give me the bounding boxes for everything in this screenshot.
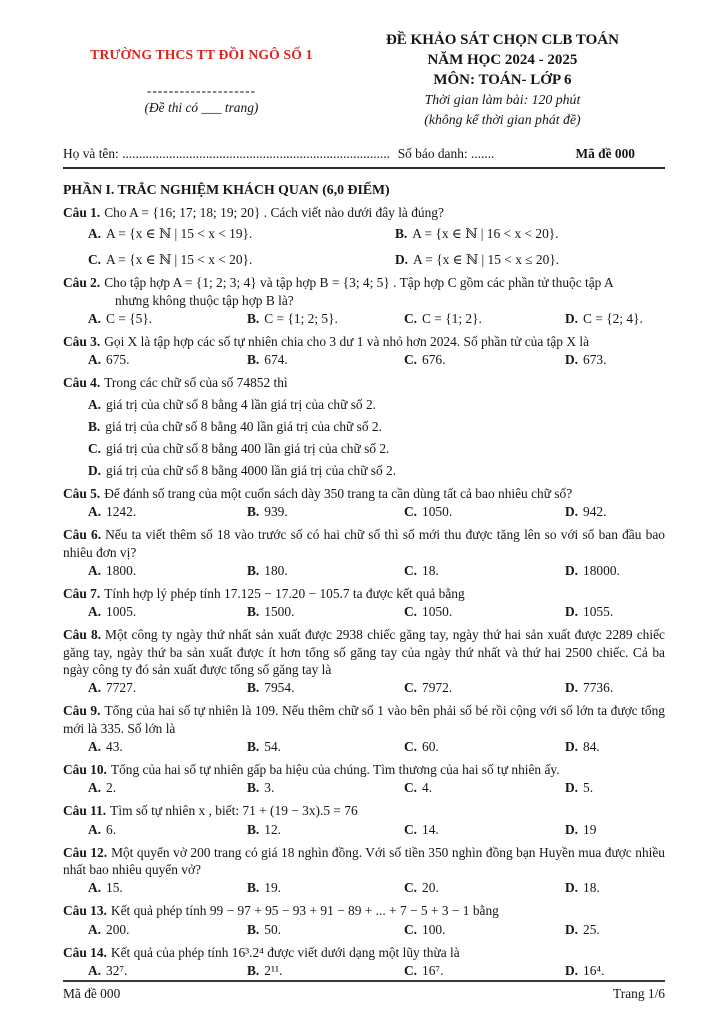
option-label: C. — [404, 562, 418, 578]
option-text: 200. — [106, 921, 130, 937]
option-b — [247, 821, 404, 838]
question-3 — [63, 333, 665, 369]
question-12 — [63, 844, 665, 897]
option-c — [404, 562, 565, 579]
question-text — [63, 526, 665, 561]
divider-dashes: -------------------- — [146, 83, 257, 98]
question-body: Một công ty ngày thứ nhất sản xuất được 2938 chiếc găng tay, ngày thứ hai sản xuất được 2289 chiếc găng tay, ngày thứ ba sản xuất được ít hơn tổng số găng tay của ngày thứ nhất và thứ hai 2500 chiếc. Cả ba ngày công ty đó sản xuất được tổng số găng tay là — [63, 627, 665, 677]
option-text: 100. — [422, 921, 446, 937]
option-c — [404, 679, 565, 696]
option-label: A. — [88, 397, 102, 413]
option-d — [565, 962, 665, 979]
question-label: Câu 11. — [63, 803, 107, 819]
question-10 — [63, 761, 665, 797]
option-d — [565, 779, 665, 796]
option-text: giá trị của chữ số 8 bằng 400 lần giá trị của chữ số 2. — [106, 440, 390, 456]
option-b — [247, 562, 404, 579]
option-text: 32⁷. — [106, 963, 128, 979]
option-a — [88, 225, 395, 242]
option-text: 1050. — [422, 504, 453, 520]
option-label: A. — [88, 921, 102, 937]
exam-code-badge: Mã đề 000 — [575, 146, 635, 161]
question-options — [63, 503, 665, 520]
option-a — [88, 779, 247, 796]
option-label: D. — [565, 921, 579, 937]
option-text: 2¹¹. — [264, 963, 283, 979]
option-text: giá trị của chữ số 8 bằng 40 lần giá trị của chữ số 2. — [105, 419, 382, 435]
question-text — [63, 761, 665, 778]
question-text — [63, 802, 665, 819]
option-label: C. — [404, 311, 418, 327]
option-text: 19 — [583, 821, 597, 837]
option-label: A. — [88, 780, 102, 796]
question-body: Kết quả phép tính 99 − 97 + 95 − 93 + 91 − 89 + ... + 7 − 5 + 3 − 1 bằng — [110, 903, 499, 919]
question-label: Câu 1. — [63, 204, 101, 220]
option-a — [88, 351, 247, 368]
footer-exam-code: Mã đề 000 — [63, 986, 121, 1001]
option-label: C. — [404, 963, 418, 979]
option-text: 25. — [583, 921, 600, 937]
option-text: A = {x ∈ ℕ | 16 < x < 20}. — [412, 225, 559, 241]
option-b — [247, 679, 404, 696]
option-label: A. — [88, 739, 102, 755]
option-d — [565, 738, 665, 755]
question-body: Tổng của hai số tự nhiên là 109. Nếu thêm chữ số 1 vào bên phải số bé rồi cộng với số lớn ta được tổng mới là 335. Số lớn là — [63, 703, 665, 736]
option-text: 12. — [264, 821, 282, 837]
option-text: C = {5}. — [106, 311, 153, 327]
option-label: C. — [404, 352, 418, 368]
option-b — [247, 779, 404, 796]
option-label: D. — [565, 352, 579, 368]
option-d — [565, 679, 665, 696]
option-c — [404, 503, 565, 520]
question-options — [63, 603, 665, 620]
option-d — [565, 310, 665, 327]
option-text: 180. — [264, 562, 288, 578]
option-label: D. — [565, 311, 579, 327]
question-label: Câu 10. — [63, 761, 107, 777]
option-text: 942. — [583, 504, 607, 520]
option-c — [88, 440, 665, 457]
question-text — [63, 844, 665, 879]
section-title: PHẦN I. TRẮC NGHIỆM KHÁCH QUAN (6,0 ĐIỂM) — [63, 182, 390, 197]
question-body: Tìm số tự nhiên x , biết: 71 + (19 − 3x).5 = 76 — [110, 803, 358, 819]
option-label: C. — [404, 604, 418, 620]
question-label: Câu 13. — [63, 903, 107, 919]
option-text: 16⁴. — [583, 963, 605, 979]
option-text: giá trị của chữ số 8 bằng 4 lần giá trị của chữ số 2. — [106, 397, 377, 413]
question-label: Câu 3. — [63, 333, 101, 349]
option-text: 18. — [583, 880, 600, 896]
question-1 — [63, 204, 665, 269]
option-label: D. — [88, 462, 102, 478]
option-label: C. — [404, 680, 418, 696]
option-a — [88, 962, 247, 979]
option-label: D. — [565, 680, 579, 696]
option-text: 16⁷. — [422, 963, 444, 979]
exam-duration: Thời gian làm bài: 120 phút — [424, 92, 581, 107]
option-text: C = {2; 4}. — [583, 311, 643, 327]
question-7 — [63, 585, 665, 621]
option-c — [404, 879, 565, 896]
question-text — [63, 204, 665, 221]
option-c — [88, 251, 395, 268]
option-a — [88, 879, 247, 896]
footer-page-number: Trang 1/6 — [613, 986, 665, 1001]
option-label: D. — [395, 252, 409, 268]
question-body: Gọi X là tập hợp các số tự nhiên chia cho 3 dư 1 và nhỏ hơn 2024. Số phần tử của tập X là — [104, 333, 590, 349]
option-text: 1500. — [264, 604, 295, 620]
option-text: 20. — [422, 880, 439, 896]
duration-note: (không kể thời gian phát đề) — [424, 112, 581, 127]
option-label: D. — [565, 739, 579, 755]
question-4 — [63, 374, 665, 479]
option-b — [247, 310, 404, 327]
question-label: Câu 12. — [63, 844, 108, 860]
option-text: 4. — [422, 780, 433, 796]
option-label: D. — [565, 504, 579, 520]
question-text — [63, 333, 665, 350]
option-b — [395, 225, 665, 242]
option-b — [247, 503, 404, 520]
question-options — [63, 310, 665, 327]
option-label: B. — [247, 504, 260, 520]
option-text: 7727. — [106, 680, 137, 696]
option-label: B. — [247, 604, 260, 620]
option-label: C. — [404, 921, 418, 937]
exam-title: ĐỀ KHẢO SÁT CHỌN CLB TOÁN — [385, 32, 619, 48]
question-label: Câu 4. — [63, 375, 101, 391]
question-text — [63, 374, 665, 391]
option-d — [395, 251, 665, 268]
question-body: Tính hợp lý phép tính 17.125 − 17.20 − 105.7 ta được kết quả bằng — [104, 585, 465, 601]
option-c — [404, 603, 565, 620]
option-c — [404, 962, 565, 979]
option-label: C. — [88, 440, 102, 456]
option-label: B. — [247, 352, 260, 368]
registration-number-field: Số báo danh: ....... — [397, 146, 495, 161]
option-d — [565, 879, 665, 896]
option-text: 14. — [422, 821, 439, 837]
option-a — [88, 603, 247, 620]
option-text: 50. — [264, 921, 282, 937]
option-text: 43. — [106, 739, 123, 755]
option-d — [88, 462, 665, 479]
option-label: D. — [565, 780, 579, 796]
question-body: Một quyển vở 200 trang có giá 18 nghìn đồng. Với số tiền 350 nghìn đồng bạn Huyền mua được nhiều nhất bao nhiêu quyển vở? — [63, 844, 665, 877]
option-text: 1050. — [422, 604, 453, 620]
option-text: 1242. — [106, 504, 137, 520]
option-label: A. — [88, 225, 102, 241]
option-label: B. — [247, 739, 260, 755]
question-label: Câu 2. — [63, 275, 101, 291]
option-text: 675. — [106, 352, 130, 368]
option-a — [88, 921, 247, 938]
option-label: B. — [247, 880, 260, 896]
option-label: A. — [88, 352, 102, 368]
option-label: A. — [88, 504, 102, 520]
option-c — [404, 821, 565, 838]
question-body: Cho A = {16; 17; 18; 19; 20} . Cách viết nào dưới đây là đúng? — [104, 204, 444, 220]
option-label: D. — [565, 821, 579, 837]
option-text: 6. — [106, 821, 117, 837]
question-options — [63, 821, 665, 838]
option-text: A = {x ∈ ℕ | 15 < x < 19}. — [106, 225, 253, 241]
question-text — [63, 944, 665, 961]
option-a — [88, 562, 247, 579]
question-text — [63, 485, 665, 502]
option-text: C = {1; 2}. — [422, 311, 482, 327]
option-text: 5. — [583, 780, 594, 796]
option-b — [88, 418, 665, 435]
option-label: B. — [247, 311, 260, 327]
question-options — [63, 351, 665, 368]
option-d — [565, 921, 665, 938]
question-2 — [63, 274, 665, 327]
question-8 — [63, 626, 665, 697]
option-c — [404, 351, 565, 368]
option-text: 19. — [264, 880, 282, 896]
question-options — [63, 562, 665, 579]
option-d — [565, 821, 665, 838]
question-body: Trong các chữ số của số 74852 thì — [104, 375, 288, 391]
question-body: Cho tập hợp A = {1; 2; 3; 4} và tập hợp B = {3; 4; 5} . Tập hợp C gồm các phần tử thuộc tập A — [104, 275, 614, 291]
option-a — [88, 503, 247, 520]
option-text: 7972. — [422, 680, 453, 696]
question-text — [63, 902, 665, 919]
option-label: B. — [247, 780, 260, 796]
candidate-name-field: Họ và tên: ................................................................................ — [63, 146, 390, 161]
question-options — [63, 921, 665, 938]
option-label: C. — [404, 780, 418, 796]
option-d — [565, 351, 665, 368]
option-text: 7736. — [583, 680, 614, 696]
subject-grade: MÔN: TOÁN- LỚP 6 — [433, 72, 572, 88]
question-text — [63, 585, 665, 602]
question-label: Câu 5. — [63, 485, 101, 501]
option-label: D. — [565, 604, 579, 620]
option-label: B. — [247, 963, 260, 979]
question-body: Kết quả của phép tính 16³.2⁴ được viết dưới dạng một lũy thừa là — [110, 944, 460, 960]
option-a — [88, 396, 665, 413]
question-14 — [63, 944, 665, 980]
option-text: 60. — [422, 739, 439, 755]
question-label: Câu 7. — [63, 585, 101, 601]
question-text — [63, 702, 665, 737]
candidate-info-row — [63, 146, 665, 169]
option-text: 674. — [264, 352, 288, 368]
option-label: C. — [88, 252, 102, 268]
option-label: C. — [404, 504, 418, 520]
option-label: B. — [247, 680, 260, 696]
option-label: A. — [88, 963, 102, 979]
exam-header — [63, 30, 665, 130]
option-b — [247, 879, 404, 896]
question-label: Câu 8. — [63, 627, 102, 643]
question-options — [63, 962, 665, 979]
option-text: 1005. — [106, 604, 137, 620]
option-label: D. — [565, 562, 579, 578]
option-label: C. — [404, 739, 418, 755]
question-body: Nếu ta viết thêm số 18 vào trước số có hai chữ số thì số mới thu được tăng lên so với số ban đầu bao nhiêu đơn vị? — [63, 527, 665, 560]
option-text: 1800. — [106, 562, 137, 578]
page-footer — [63, 980, 665, 1002]
question-body: Tổng của hai số tự nhiên gấp ba hiệu của chúng. Tìm thương của hai số tự nhiên ấy. — [110, 761, 560, 777]
school-year: NĂM HỌC 2024 - 2025 — [427, 52, 578, 68]
question-13 — [63, 902, 665, 938]
option-c — [404, 779, 565, 796]
option-a — [88, 821, 247, 838]
question-label: Câu 9. — [63, 703, 101, 719]
header-left-block — [63, 30, 340, 130]
option-label: A. — [88, 562, 102, 578]
option-d — [565, 503, 665, 520]
option-text: 84. — [583, 739, 600, 755]
option-label: B. — [247, 821, 260, 837]
option-label: C. — [404, 821, 418, 837]
option-a — [88, 310, 247, 327]
question-text — [63, 626, 665, 678]
option-text: 673. — [583, 352, 607, 368]
question-body: Để đánh số trang của một cuốn sách dày 350 trang ta cần dùng tất cả bao nhiêu chữ số? — [104, 485, 573, 501]
question-options — [63, 679, 665, 696]
option-label: A. — [88, 311, 102, 327]
option-text: 1055. — [583, 604, 614, 620]
question-text-line2: nhưng không thuộc tập hợp B là? — [115, 292, 294, 308]
option-b — [247, 921, 404, 938]
option-text: 18. — [422, 562, 439, 578]
question-options — [63, 779, 665, 796]
question-options — [63, 738, 665, 755]
option-text: giá trị của chữ số 8 bằng 4000 lần giá trị của chữ số 2. — [106, 462, 397, 478]
option-text: 3. — [264, 780, 275, 796]
option-label: A. — [88, 680, 102, 696]
option-label: A. — [88, 604, 102, 620]
option-label: D. — [565, 880, 579, 896]
option-label: B. — [247, 921, 260, 937]
option-text: 676. — [422, 352, 446, 368]
option-c — [404, 738, 565, 755]
question-6 — [63, 526, 665, 579]
question-options — [63, 879, 665, 896]
option-text: 54. — [264, 739, 282, 755]
option-a — [88, 738, 247, 755]
question-options — [63, 396, 665, 479]
question-label: Câu 14. — [63, 944, 107, 960]
option-text: 7954. — [264, 680, 295, 696]
question-text — [63, 274, 665, 291]
option-d — [565, 603, 665, 620]
school-name: TRƯỜNG THCS TT ĐỒI NGÔ SỐ 1 — [90, 47, 313, 62]
option-label: D. — [565, 963, 579, 979]
option-b — [247, 738, 404, 755]
option-b — [247, 351, 404, 368]
option-text: A = {x ∈ ℕ | 15 < x < 20}. — [106, 252, 253, 268]
option-text: 18000. — [583, 562, 620, 578]
question-label: Câu 6. — [63, 527, 102, 543]
option-label: B. — [247, 562, 260, 578]
option-c — [404, 310, 565, 327]
option-b — [247, 603, 404, 620]
question-9 — [63, 702, 665, 755]
option-d — [565, 562, 665, 579]
option-label: B. — [395, 225, 408, 241]
question-5 — [63, 485, 665, 521]
page-count-note: (Đề thi có ___ trang) — [144, 100, 259, 115]
option-label: C. — [404, 880, 418, 896]
question-11 — [63, 802, 665, 838]
option-c — [404, 921, 565, 938]
option-text: C = {1; 2; 5}. — [264, 311, 338, 327]
option-text: A = {x ∈ ℕ | 15 < x ≤ 20}. — [413, 252, 560, 268]
option-text: 2. — [106, 780, 117, 796]
header-right-block — [340, 30, 665, 130]
option-b — [247, 962, 404, 979]
option-text: 939. — [264, 504, 288, 520]
question-options — [63, 225, 665, 269]
option-label: B. — [88, 419, 101, 435]
option-a — [88, 679, 247, 696]
option-label: A. — [88, 880, 102, 896]
option-label: A. — [88, 821, 102, 837]
option-text: 15. — [106, 880, 123, 896]
